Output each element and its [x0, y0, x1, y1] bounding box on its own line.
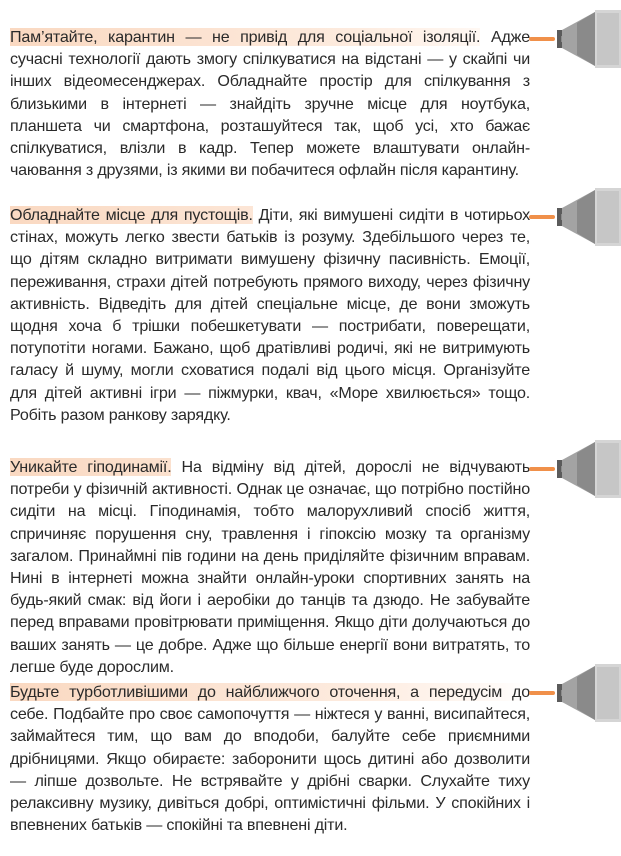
- paragraph-body: Адже сучасні технології дають змогу спілкуватися на відстані — у скайпі чи інших відеомесенджерах. Обладнайте простір для спілкування з близькими в інтернеті — знайдіть зручне місце для ноутбука, планшета чи смартфона, розташуйтеся так, щоб усі, хто бажає спілкуватися, влізли в кадр. Тепер можете влаштувати онлайн-чаювання з друзями, із якими ви побачитеся офлайн після карантину.: [10, 28, 530, 180]
- paragraph-body: Подбайте про своє самопочуття — ніжтеся у ванні, висипайтеся, займайтеся тим, що вам до вподоби, балуйте себе приємними дрібницями. Якщо обираєте: заборонити щось дитині або дозволити — лiпше дозвольте. Не встрявайте у дрібні сварки. Слухайте тиху релаксивну музику, дивіться добрі, оптимістичні фільми. У спокійних і впевнених батьків — спокійні та впевнені діти.: [10, 705, 530, 835]
- paragraph-lead: Пам’ятайте, карантин — не привід для соціальної ізоляції.: [10, 28, 481, 46]
- paragraph: [10, 456, 530, 678]
- loudspeaker-icon: [529, 188, 621, 246]
- paragraph: [10, 204, 530, 426]
- paragraph-body: Діти, які вимушені сидіти в чотирьох стінах, можуть легко звести батьків із розуму. Здебільшого через те, що дітям складно витримати вимушену фізичну пасивність. Емоції, переживання, страхи дітей потребують прямого виходу, через фізичну активність. Відведіть для дітей спеціальне місце, де вони зможуть щодня хоча б трішки побешкетувати — пострибати, поверещати, потупотіти ногами. Бажано, щоб дратівливі родичі, які не витримують галасу й шуму, могли сховатися подалі від цього місця. Організуйте для дітей активні ігри — піжмурки, квач, «Море хвилюється» тощо. Робіть разом ранкову зарядку.: [10, 206, 530, 424]
- section-play-area: [10, 204, 530, 426]
- loudspeaker-icon: [529, 440, 621, 498]
- section-quarantine: [10, 26, 530, 181]
- paragraph-lead: Будьте турботливішими до найближчого оточення, а передусім до себе.: [10, 683, 530, 724]
- paragraph: [10, 26, 530, 181]
- paragraph-body: На відміну від дітей, дорослі не відчувають потреби у фізичній активності. Однак це означає, що потрібно постійно сидіти на місці. Гіподинамія, тобто малорухливий спосіб життя, спричиняє порушення сну, травлення і гіпоксію мозку та організму загалом. Принаймні пів години на день приділяйте фізичним вправам. Нині в інтернеті можна знайти онлайн-уроки спортивних занять на будь-який смак: від йоги і аеробіки до танців та дзюдо. Не забувайте перед вправами провітрювати приміщення. Якщо діти долучаються до ваших занять — це добре. Адже що більше енергії вони витратять, то легше буде дорослим.: [10, 458, 531, 676]
- paragraph: [10, 681, 530, 836]
- paragraph-lead: Уникайте гіподинамії.: [10, 458, 172, 476]
- section-self-care: [10, 681, 530, 836]
- loudspeaker-icon: [529, 664, 621, 722]
- loudspeaker-icon: [529, 10, 621, 68]
- paragraph-lead: Обладнайте місце для пустощів.: [10, 206, 253, 224]
- section-hypodynamia: [10, 456, 530, 678]
